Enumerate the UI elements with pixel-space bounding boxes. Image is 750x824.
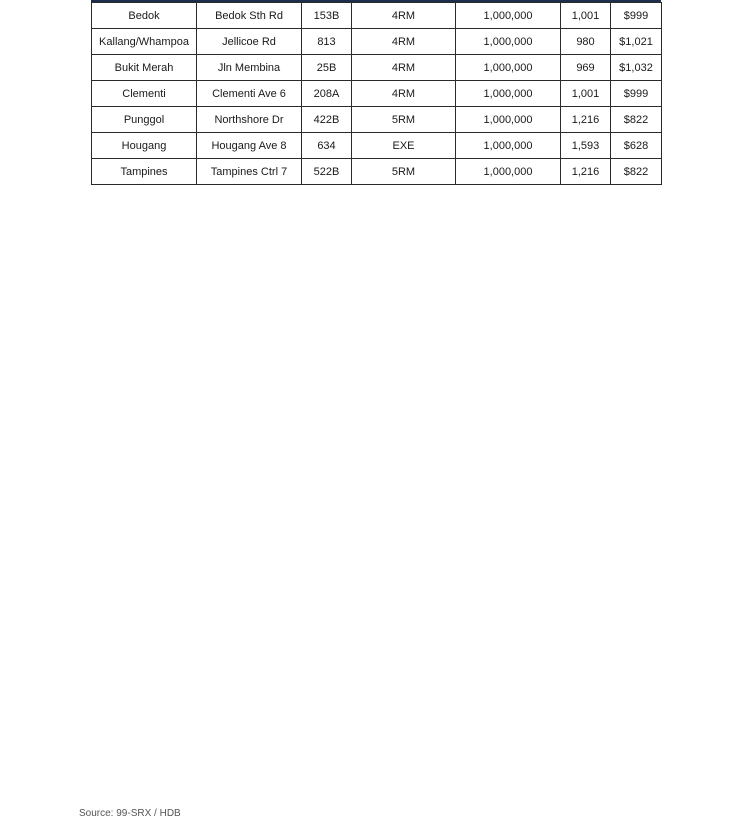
price-cell: 1,000,000 bbox=[456, 81, 561, 107]
psf-cell: $822 bbox=[611, 159, 662, 185]
psf-cell: $628 bbox=[611, 133, 662, 159]
street-cell: Jellicoe Rd bbox=[197, 29, 302, 55]
flat-type-cell: 5RM bbox=[352, 159, 456, 185]
area-cell: 1,001 bbox=[561, 3, 611, 29]
town-cell: Clementi bbox=[92, 81, 197, 107]
psf-cell: $822 bbox=[611, 107, 662, 133]
block-cell: 634 bbox=[302, 133, 352, 159]
street-cell: Jln Membina bbox=[197, 55, 302, 81]
price-cell: 1,000,000 bbox=[456, 55, 561, 81]
town-cell: Bukit Merah bbox=[92, 55, 197, 81]
area-cell: 1,216 bbox=[561, 107, 611, 133]
flat-type-cell: EXE bbox=[352, 133, 456, 159]
town-cell: Punggol bbox=[92, 107, 197, 133]
flat-type-cell: 4RM bbox=[352, 81, 456, 107]
transactions-table bbox=[91, 2, 662, 185]
street-cell: Clementi Ave 6 bbox=[197, 81, 302, 107]
flat-type-cell: 5RM bbox=[352, 107, 456, 133]
table-row bbox=[92, 55, 662, 81]
block-cell: 522B bbox=[302, 159, 352, 185]
area-cell: 1,001 bbox=[561, 81, 611, 107]
psf-cell: $999 bbox=[611, 81, 662, 107]
table-row bbox=[92, 3, 662, 29]
table-row bbox=[92, 81, 662, 107]
town-cell: Kallang/Whampoa bbox=[92, 29, 197, 55]
psf-cell: $999 bbox=[611, 3, 662, 29]
area-cell: 969 bbox=[561, 55, 611, 81]
town-cell: Tampines bbox=[92, 159, 197, 185]
street-cell: Bedok Sth Rd bbox=[197, 3, 302, 29]
price-cell: 1,000,000 bbox=[456, 133, 561, 159]
street-cell: Northshore Dr bbox=[197, 107, 302, 133]
flat-type-cell: 4RM bbox=[352, 3, 456, 29]
block-cell: 813 bbox=[302, 29, 352, 55]
price-cell: 1,000,000 bbox=[456, 3, 561, 29]
psf-cell: $1,021 bbox=[611, 29, 662, 55]
area-cell: 980 bbox=[561, 29, 611, 55]
price-cell: 1,000,000 bbox=[456, 29, 561, 55]
price-cell: 1,000,000 bbox=[456, 159, 561, 185]
flat-type-cell: 4RM bbox=[352, 29, 456, 55]
table-row bbox=[92, 133, 662, 159]
street-cell: Tampines Ctrl 7 bbox=[197, 159, 302, 185]
area-cell: 1,593 bbox=[561, 133, 611, 159]
psf-cell: $1,032 bbox=[611, 55, 662, 81]
block-cell: 153B bbox=[302, 3, 352, 29]
town-cell: Hougang bbox=[92, 133, 197, 159]
town-cell: Bedok bbox=[92, 3, 197, 29]
block-cell: 208A bbox=[302, 81, 352, 107]
source-note: Source: 99-SRX / HDB bbox=[79, 808, 181, 819]
flat-type-cell: 4RM bbox=[352, 55, 456, 81]
table-row bbox=[92, 107, 662, 133]
table-row bbox=[92, 159, 662, 185]
block-cell: 25B bbox=[302, 55, 352, 81]
transactions-table-container bbox=[91, 0, 661, 185]
street-cell: Hougang Ave 8 bbox=[197, 133, 302, 159]
table-row bbox=[92, 29, 662, 55]
price-cell: 1,000,000 bbox=[456, 107, 561, 133]
block-cell: 422B bbox=[302, 107, 352, 133]
area-cell: 1,216 bbox=[561, 159, 611, 185]
